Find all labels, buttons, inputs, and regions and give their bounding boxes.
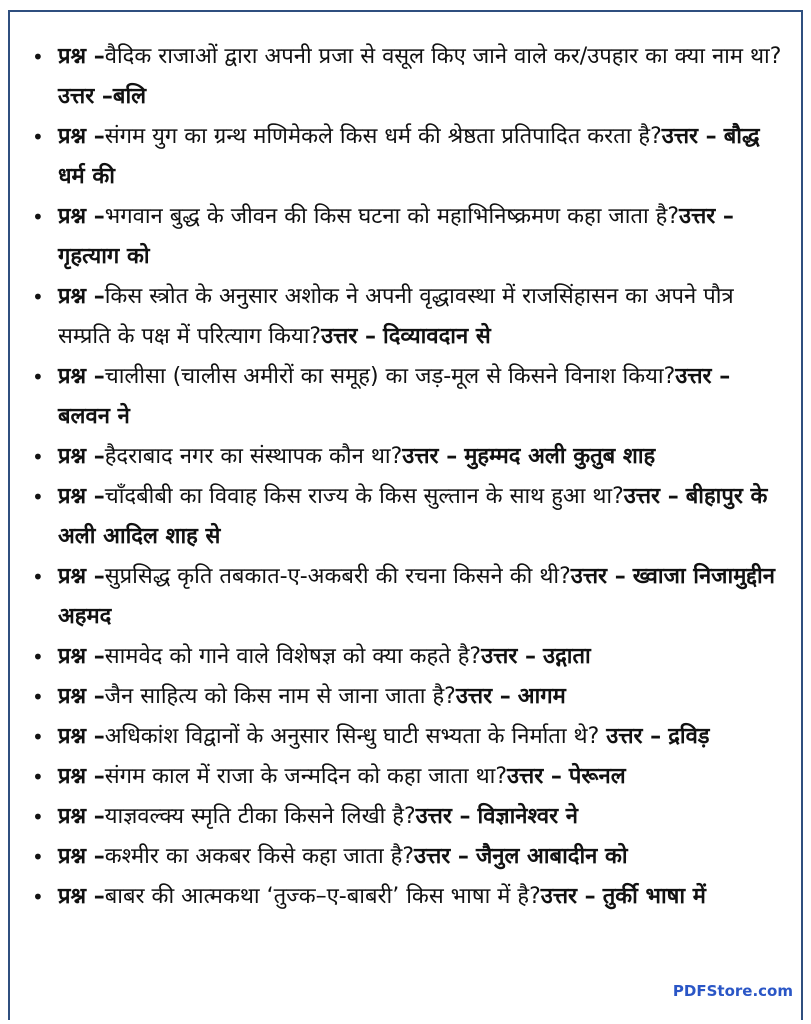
answer-label: उत्तर – [507,764,562,789]
answer-label: उत्तर – [679,204,734,229]
list-item [32,837,784,877]
watermark: PDFStore.com [672,982,793,1000]
answer-text: आगम [517,684,566,709]
question-label: प्रश्न – [58,644,105,669]
answer-label: उत्तर – [58,84,113,109]
list-item [32,557,784,637]
answer-text: द्रविड़ [668,724,710,749]
answer-text: मुहम्मद अली कुतुब शाह [464,444,656,469]
answer-text: जैनुल आबादीन को [475,844,628,869]
list-item [32,197,784,277]
answer-label: उत्तर – [414,844,469,869]
question-label: प्रश्न – [58,724,105,749]
list-item [32,117,784,197]
list-item [32,637,784,677]
list-item [32,877,784,917]
answer-label: उत्तर – [321,324,377,349]
answer-label: उत्तर – [675,364,731,389]
list-item [32,717,784,757]
list-item [32,37,784,117]
list-item [32,277,784,357]
question-label: प्रश्न – [58,484,105,509]
list-item [32,437,784,477]
answer-label: उत्तर – [402,444,458,469]
question-label: प्रश्न – [58,204,105,229]
answer-text: बौद्ध धर्म की [58,124,760,189]
question-text: बाबर की आत्मकथा ‘तुज्क–ए-बाबरी’ किस भाषा में है? [104,884,541,909]
question-text: भगवान बुद्ध के जीवन की किस घटना को महाभिनिष्क्रमण कहा जाता है? [104,204,680,229]
answer-label: उत्तर – [540,884,596,909]
question-text: जैन साहित्य को किस नाम से जाना जाता है? [104,684,456,709]
answer-text: बलवन ने [58,404,130,429]
answer-text: तुर्की भाषा में [602,884,706,909]
question-text: संगम युग का ग्रन्थ मणिमेकले किस धर्म की श्रेष्ठता प्रतिपादित करता है? [104,124,662,149]
list-item [32,677,784,717]
answer-label: उत्तर – [606,724,662,749]
answer-text: उद्गाता [542,644,591,669]
question-label: प्रश्न – [58,44,105,69]
question-list [32,37,784,917]
question-label: प्रश्न – [58,124,105,149]
list-item [32,357,784,437]
question-text: किस स्त्रोत के अनुसार अशोक ने अपनी वृद्धावस्था में राजसिंहासन का अपने पौत्र सम्प्रति के पक्ष में परित्याग किया? [58,284,734,349]
answer-text: पेरूनल [568,764,626,789]
answer-label: उत्तर – [481,644,536,669]
question-text: याज्ञवल्क्य स्मृति टीका किसने लिखी है? [104,804,416,829]
question-text: चाँदबीबी का विवाह किस राज्य के किस सुल्तान के साथ हुआ था? [104,484,624,509]
question-text: कश्मीर का अकबर किसे कहा जाता है? [104,844,415,869]
question-label: प्रश्न – [58,364,105,389]
answer-text: बलि [112,84,147,109]
answer-text: ख्वाजा निजामुद्दीन अहमद [58,564,775,629]
question-label: प्रश्न – [58,564,105,589]
answer-label: उत्तर – [415,804,471,829]
list-item [32,757,784,797]
list-item [32,477,784,557]
question-text: सामवेद को गाने वाले विशेषज्ञ को क्या कहते है? [104,644,482,669]
question-text: संगम काल में राजा के जन्मदिन को कहा जाता था? [104,764,507,789]
question-label: प्रश्न – [58,844,105,869]
question-label: प्रश्न – [58,444,105,469]
question-text: चालीसा (चालीस अमीरों का समूह) का जड़-मूल से किसने विनाश किया? [104,364,676,389]
question-label: प्रश्न – [58,884,105,909]
list-item [32,797,784,837]
question-text: हैदराबाद नगर का संस्थापक कौन था? [104,444,403,469]
answer-label: उत्तर – [455,684,511,709]
question-label: प्रश्न – [58,764,105,789]
answer-text: गृहत्याग को [58,244,150,269]
question-label: प्रश्न – [58,284,105,309]
answer-text: विज्ञानेश्वर ने [477,804,578,829]
question-text: वैदिक राजाओं द्वारा अपनी प्रजा से वसूल किए जाने वाले कर/उपहार का क्या नाम था? [104,44,782,69]
answer-label: उत्तर – [661,124,717,149]
answer-label: उत्तर – [623,484,679,509]
answer-text: दिव्यावदान से [383,324,491,349]
question-label: प्रश्न – [58,804,105,829]
question-text: अधिकांश विद्वानों के अनुसार सिन्धु घाटी सभ्यता के निर्माता थे? [104,724,607,749]
question-label: प्रश्न – [58,684,105,709]
question-text: सुप्रसिद्ध कृति तबकात-ए-अकबरी की रचना किसने की थी? [104,564,571,589]
answer-label: उत्तर – [570,564,626,589]
answer-text: बीहापुर के अली आदिल शाह से [58,484,768,549]
